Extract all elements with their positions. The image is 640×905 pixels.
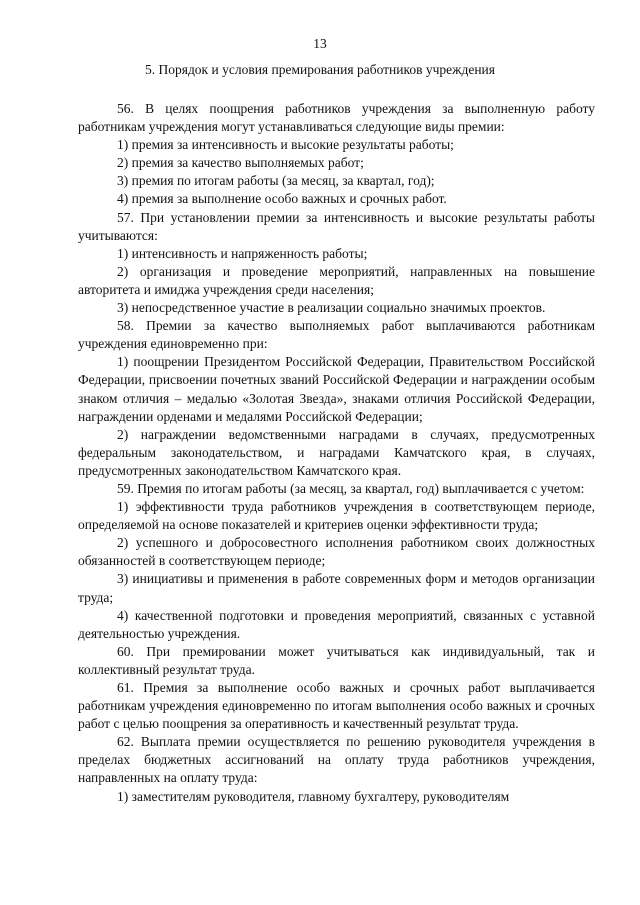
list-item-62-1: 1) заместителям руководителя, главному бухгалтеру, руководителям [117, 788, 510, 804]
paragraph-61: 61. Премия за выполнение особо важных и срочных работ выплачивается работникам учреждения единовременно по итогам выполнения особо важных и срочных работ с целью поощрения за оперативность и качественный результат труда. [78, 680, 595, 732]
paragraph-59: 59. Премия по итогам работы (за месяц, за квартал, год) выплачивается с учетом: [117, 480, 585, 496]
paragraph-60: 60. При премировании может учитываться как индивидуальный, так и коллективный результат труда. [78, 643, 595, 677]
list-item-59-2: 2) успешного и добросовестного исполнения работником своих должностных обязанностей в соответствующем периоде; [78, 535, 595, 569]
paragraph-57: 57. При установлении премии за интенсивность и высокие результаты работы учитываются: [78, 209, 595, 243]
list-item-56-1: 1) премия за интенсивность и высокие результаты работы; [117, 137, 454, 153]
list-item-56-3: 3) премия по итогам работы (за месяц, за квартал, год); [117, 173, 435, 189]
list-item-58-2: 2) награждении ведомственными наградами в случаях, предусмотренных федеральным законодательством, и наградами Камчатского края, в случаях, предусмотренных законодательством Камчатского края. [78, 426, 595, 478]
list-item-56-2: 2) премия за качество выполняемых работ; [117, 155, 364, 171]
list-item-57-3: 3) непосредственное участие в реализации социально значимых проектов. [117, 300, 546, 316]
page-number: 13 [313, 36, 327, 51]
paragraph-56: 56. В целях поощрения работников учреждения за выполненную работу работникам учреждения могут устанавливаться следующие виды премии: [78, 101, 595, 135]
section-title: 5. Порядок и условия премирования работников учреждения [144, 62, 495, 77]
paragraph-58: 58. Премии за качество выполняемых работ выплачиваются работникам учреждения единовременно при: [78, 318, 595, 352]
list-item-59-4: 4) качественной подготовки и проведения мероприятий, связанных с уставной деятельностью учреждения. [78, 607, 595, 641]
list-item-58-1: 1) поощрении Президентом Российской Федерации, Правительством Российской Федерации, присвоении почетных званий Российской Федерации и награждении особым знаком отличия – медалью «Золотая Звезда», знаками отличия Российской Федерации, награждении орденами и медалями Российской Федерации; [78, 354, 595, 424]
list-item-56-4: 4) премия за выполнение особо важных и срочных работ. [117, 191, 447, 207]
list-item-57-1: 1) интенсивность и напряженность работы; [117, 245, 368, 261]
list-item-59-3: 3) инициативы и применения в работе современных форм и методов организации труда; [78, 571, 595, 605]
list-item-59-1: 1) эффективности труда работников учреждения в соответствующем периоде, определяемой на основе показателей и критериев оценки эффективности труда; [78, 499, 595, 533]
body-text [78, 100, 595, 806]
paragraph-62: 62. Выплата премии осуществляется по решению руководителя учреждения в пределах бюджетных ассигнований на оплату труда работников учреждения, направленных на оплату труда: [78, 734, 595, 786]
list-item-57-2: 2) организация и проведение мероприятий, направленных на повышение авторитета и имиджа учреждения среди населения; [78, 263, 595, 297]
